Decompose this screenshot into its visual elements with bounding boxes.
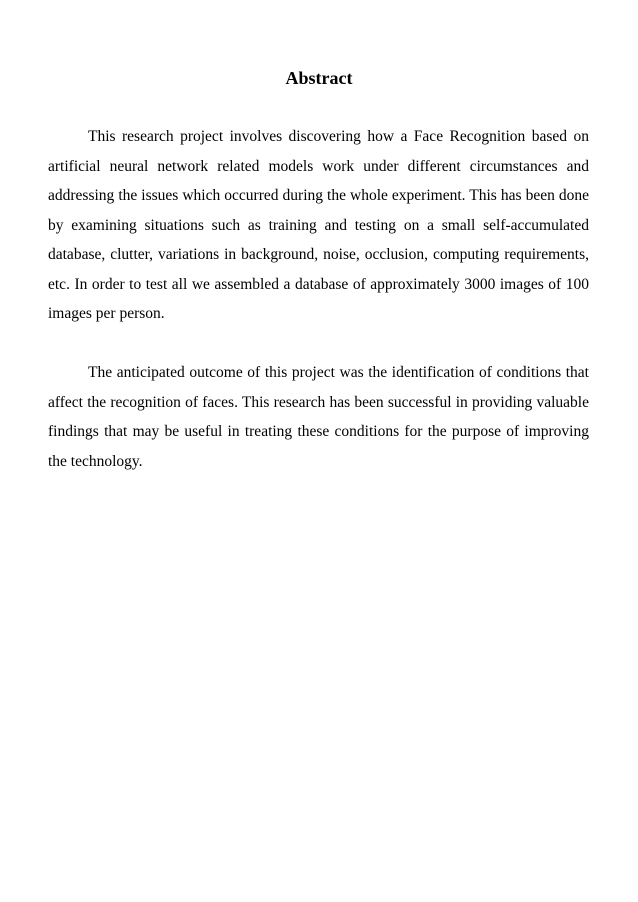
abstract-paragraph-1: This research project involves discovering how a Face Recognition based on artificial neural network related models work under different circumstances and addressing the issues which occurred during the whole experiment. This has been done by examining situations such as training and testing on a small self-accumulated database, clutter, variations in background, noise, occlusion, computing requirements, etc. In order to test all we assembled a database of approximately 3000 images of 100 images per person. bbox=[48, 128, 589, 322]
abstract-heading: Abstract bbox=[285, 68, 353, 88]
abstract-body bbox=[48, 122, 589, 476]
abstract-paragraph-2: The anticipated outcome of this project was the identification of conditions that affect the recognition of faces. This research has been successful in providing valuable findings that may be useful in treating these conditions for the purpose of improving the technology. bbox=[48, 364, 589, 470]
